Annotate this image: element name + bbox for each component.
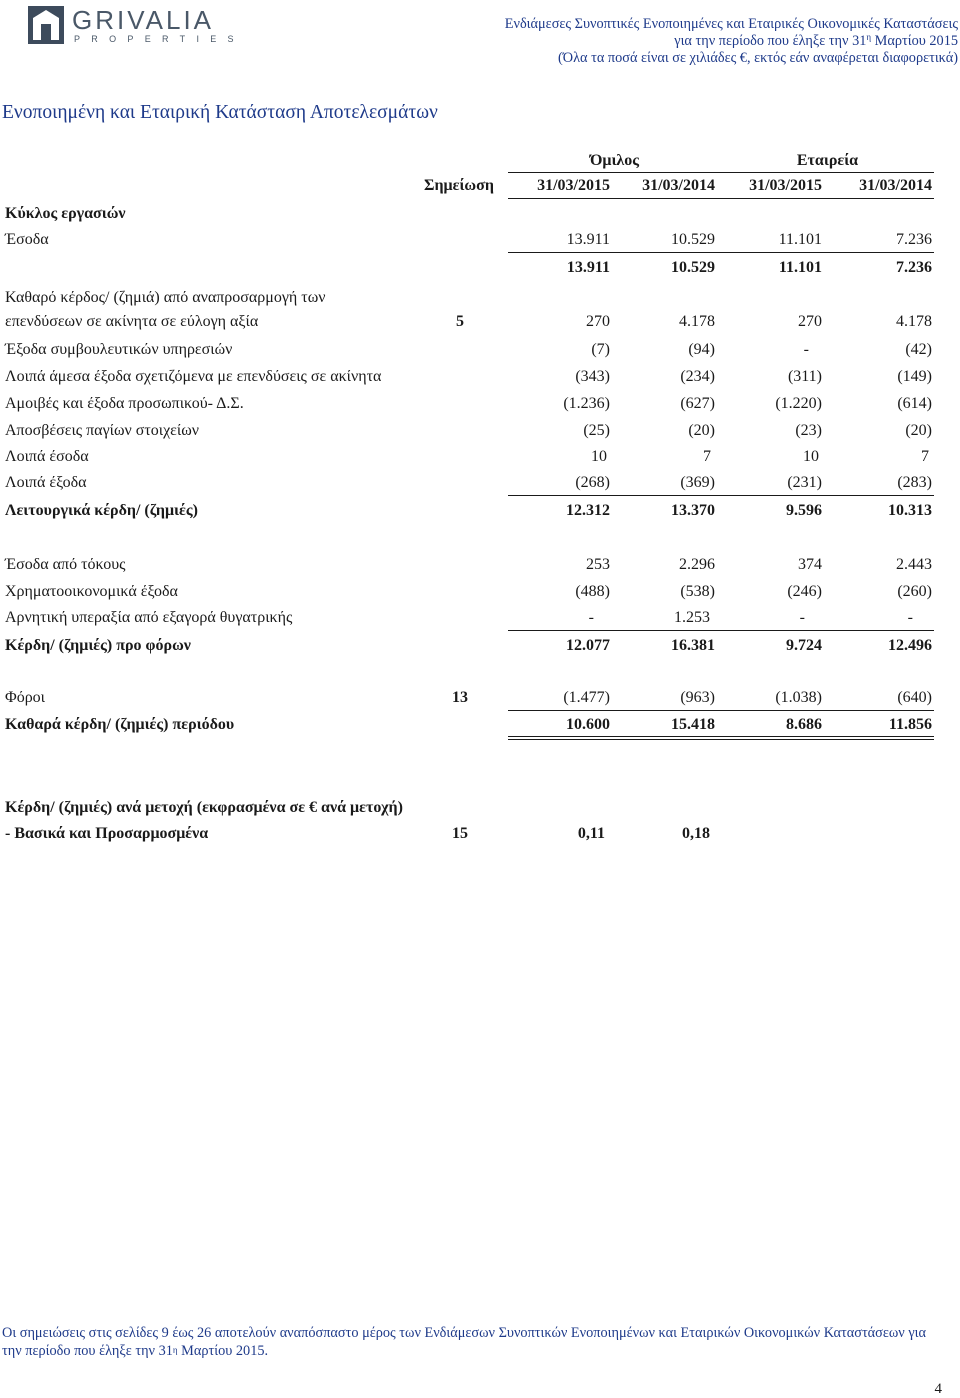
header-line-1: Ενδιάμεσες Συνοπτικές Ενοποιημένες και Εταιρικές Οικονομικές Καταστάσεις: [504, 16, 958, 32]
row-direct-expenses-v3: (311): [787, 368, 822, 385]
header-line-3: (Όλα τα ποσά είναι σε χιλιάδες €, εκτός εάν αναφέρεται διαφορετικά): [558, 50, 958, 66]
row-advisory-v3: -: [803, 341, 809, 358]
row-revenue-total-v4: 7.236: [896, 259, 932, 276]
row-net-v1: 10.600: [566, 716, 610, 733]
row-taxes-note: 13: [452, 689, 468, 706]
row-eps-label-2: - Βασικά και Προσαρμοσμένα: [5, 825, 209, 842]
row-negative-goodwill-v2: 1.253: [674, 609, 710, 626]
row-operating-v1: 12.312: [566, 502, 610, 519]
row-revenue-total-v1: 13.911: [566, 259, 610, 276]
row-taxes-v4: (640): [897, 689, 932, 706]
row-direct-expenses-v2: (234): [680, 368, 715, 385]
row-fair-value-v2: 4.178: [679, 313, 715, 330]
company-logo: [28, 5, 245, 46]
row-net-v2: 15.418: [671, 716, 715, 733]
section-revenue: Κύκλος εργασιών: [5, 205, 126, 222]
row-revenue-v1: 13.911: [566, 231, 610, 248]
col-date-3: 31/03/2015: [749, 177, 822, 194]
row-staff-label: Αμοιβές και έξοδα προσωπικού- Δ.Σ.: [5, 395, 244, 412]
operating-rule: [508, 495, 934, 496]
col-date-1: 31/03/2015: [537, 177, 610, 194]
row-direct-expenses-v4: (149): [897, 368, 932, 385]
row-negative-goodwill-v4: -: [907, 609, 913, 626]
row-revenue-total-v3: 11.101: [778, 259, 822, 276]
footer-note: [2, 1325, 952, 1360]
row-advisory-label: Έξοδα συμβουλευτικών υπηρεσιών: [5, 341, 233, 358]
logo-mark-icon: [28, 6, 64, 44]
row-revenue-total-v2: 10.529: [671, 259, 715, 276]
row-revenue-label: Έσοδα: [5, 231, 49, 248]
page-number: 4: [934, 1381, 942, 1397]
row-negative-goodwill-v3: -: [799, 609, 805, 626]
row-other-expenses-v4: (283): [897, 474, 932, 491]
row-operating-label: Λειτουργικά κέρδη/ (ζημιές): [5, 502, 198, 519]
row-fair-value-label-1: Καθαρό κέρδος/ (ζημιά) από αναπροσαρμογή των: [5, 289, 326, 306]
row-other-expenses-v2: (369): [680, 474, 715, 491]
row-net-label: Καθαρά κέρδη/ (ζημιές) περιόδου: [5, 716, 235, 733]
row-revenue-v4: 7.236: [896, 231, 932, 248]
row-negative-goodwill-v1: -: [588, 609, 594, 626]
row-operating-v4: 10.313: [888, 502, 932, 519]
row-taxes-label: Φόροι: [5, 689, 45, 706]
row-finance-costs-v4: (260): [897, 583, 932, 600]
row-eps-v1: 0,11: [577, 825, 605, 842]
row-taxes-v2: (963): [680, 689, 715, 706]
row-other-income-v2: 7: [703, 448, 711, 465]
note-header: Σημείωση: [424, 177, 494, 194]
row-other-income-v3: 10: [803, 448, 819, 465]
row-fair-value-note: 5: [456, 313, 464, 330]
row-other-expenses-v1: (268): [575, 474, 610, 491]
row-interest-income-v2: 2.296: [679, 556, 715, 573]
row-pretax-label: Κέρδη/ (ζημιές) προ φόρων: [5, 637, 191, 654]
row-operating-v3: 9.596: [786, 502, 822, 519]
row-depreciation-v1: (25): [583, 422, 610, 439]
row-finance-costs-label: Χρηματοοικονομικά έξοδα: [5, 583, 178, 600]
row-negative-goodwill-label: Αρνητική υπεραξία από εξαγορά θυγατρικής: [5, 609, 293, 626]
row-other-expenses-v3: (231): [787, 474, 822, 491]
row-depreciation-v4: (20): [905, 422, 932, 439]
net-double-rule-2: [508, 739, 934, 740]
logo-name: GRIVALIA: [72, 5, 215, 35]
row-advisory-v2: (94): [688, 341, 715, 358]
col-date-2: 31/03/2014: [642, 177, 715, 194]
page-title: Ενοποιημένη και Εταιρική Κατάσταση Αποτελεσμάτων: [2, 102, 438, 123]
row-finance-costs-v2: (538): [680, 583, 715, 600]
row-pretax-v2: 16.381: [671, 637, 715, 654]
group-header: Όμιλος: [589, 152, 640, 169]
row-eps-label-1: Κέρδη/ (ζημιές) ανά μετοχή (εκφρασμένα σε € ανά μετοχή): [5, 799, 403, 816]
row-advisory-v4: (42): [905, 341, 932, 358]
row-finance-costs-v1: (488): [575, 583, 610, 600]
row-depreciation-v2: (20): [688, 422, 715, 439]
footer-line-1: Οι σημειώσεις στις σελίδες 9 έως 26 αποτελούν αναπόσπαστο μέρος των Ενδιάμεσων Συνοπτικών Ενοποιημένων και Εταιρικών Οικονομικών Καταστάσεων για: [2, 1325, 926, 1341]
header-line-2: για την περίοδο που έληξε την $31^\eta$ Μαρτίου 2015: [674, 32, 958, 49]
row-fair-value-label-2: επενδύσεων σε ακίνητα σε εύλογη αξία: [5, 313, 259, 330]
row-depreciation-label: Αποσβέσεις παγίων στοιχείων: [5, 422, 199, 439]
row-interest-income-v3: 374: [798, 556, 822, 573]
row-operating-v2: 13.370: [671, 502, 715, 519]
row-eps-note: 15: [452, 825, 468, 842]
row-interest-income-label: Έσοδα από τόκους: [5, 556, 126, 573]
row-other-income-label: Λοιπά έσοδα: [5, 448, 89, 465]
row-pretax-v4: 12.496: [888, 637, 932, 654]
row-direct-expenses-label: Λοιπά άμεσα έξοδα σχετιζόμενα με επενδύσεις σε ακίνητα: [5, 368, 382, 385]
row-net-v4: 11.856: [888, 716, 932, 733]
revenue-rule: [508, 252, 934, 253]
row-eps-v2: 0,18: [682, 825, 710, 842]
row-pretax-v3: 9.724: [786, 637, 822, 654]
row-finance-costs-v3: (246): [787, 583, 822, 600]
row-fair-value-v4: 4.178: [896, 313, 932, 330]
row-revenue-v2: 10.529: [671, 231, 715, 248]
header-rule: [508, 172, 934, 173]
net-double-rule-1: [508, 736, 934, 737]
row-taxes-v1: (1.477): [563, 689, 610, 706]
row-net-v3: 8.686: [786, 716, 822, 733]
net-rule: [508, 710, 934, 711]
row-interest-income-v1: 253: [586, 556, 610, 573]
row-fair-value-v3: 270: [798, 313, 822, 330]
row-staff-v3: (1.220): [775, 395, 822, 412]
pretax-rule: [508, 630, 934, 631]
date-rule: [508, 198, 934, 199]
row-interest-income-v4: 2.443: [896, 556, 932, 573]
row-staff-v4: (614): [897, 395, 932, 412]
row-other-income-v4: 7: [921, 448, 929, 465]
row-fair-value-v1: 270: [586, 313, 610, 330]
row-depreciation-v3: (23): [795, 422, 822, 439]
row-other-income-v1: 10: [591, 448, 607, 465]
row-revenue-v3: 11.101: [778, 231, 822, 248]
row-other-expenses-label: Λοιπά έξοδα: [5, 474, 87, 491]
row-advisory-v1: (7): [591, 341, 610, 358]
row-pretax-v1: 12.077: [566, 637, 610, 654]
logo-subtitle: PROPERTIES: [74, 34, 245, 44]
row-staff-v1: (1.236): [563, 395, 610, 412]
footer-line-2: την περίοδο που έληξε την $31^\eta$ Μαρτίου 2015.: [2, 1342, 269, 1359]
row-taxes-v3: (1.038): [775, 689, 822, 706]
row-staff-v2: (627): [680, 395, 715, 412]
company-header: Εταιρεία: [796, 152, 859, 169]
col-date-4: 31/03/2014: [859, 177, 932, 194]
row-direct-expenses-v1: (343): [575, 368, 610, 385]
